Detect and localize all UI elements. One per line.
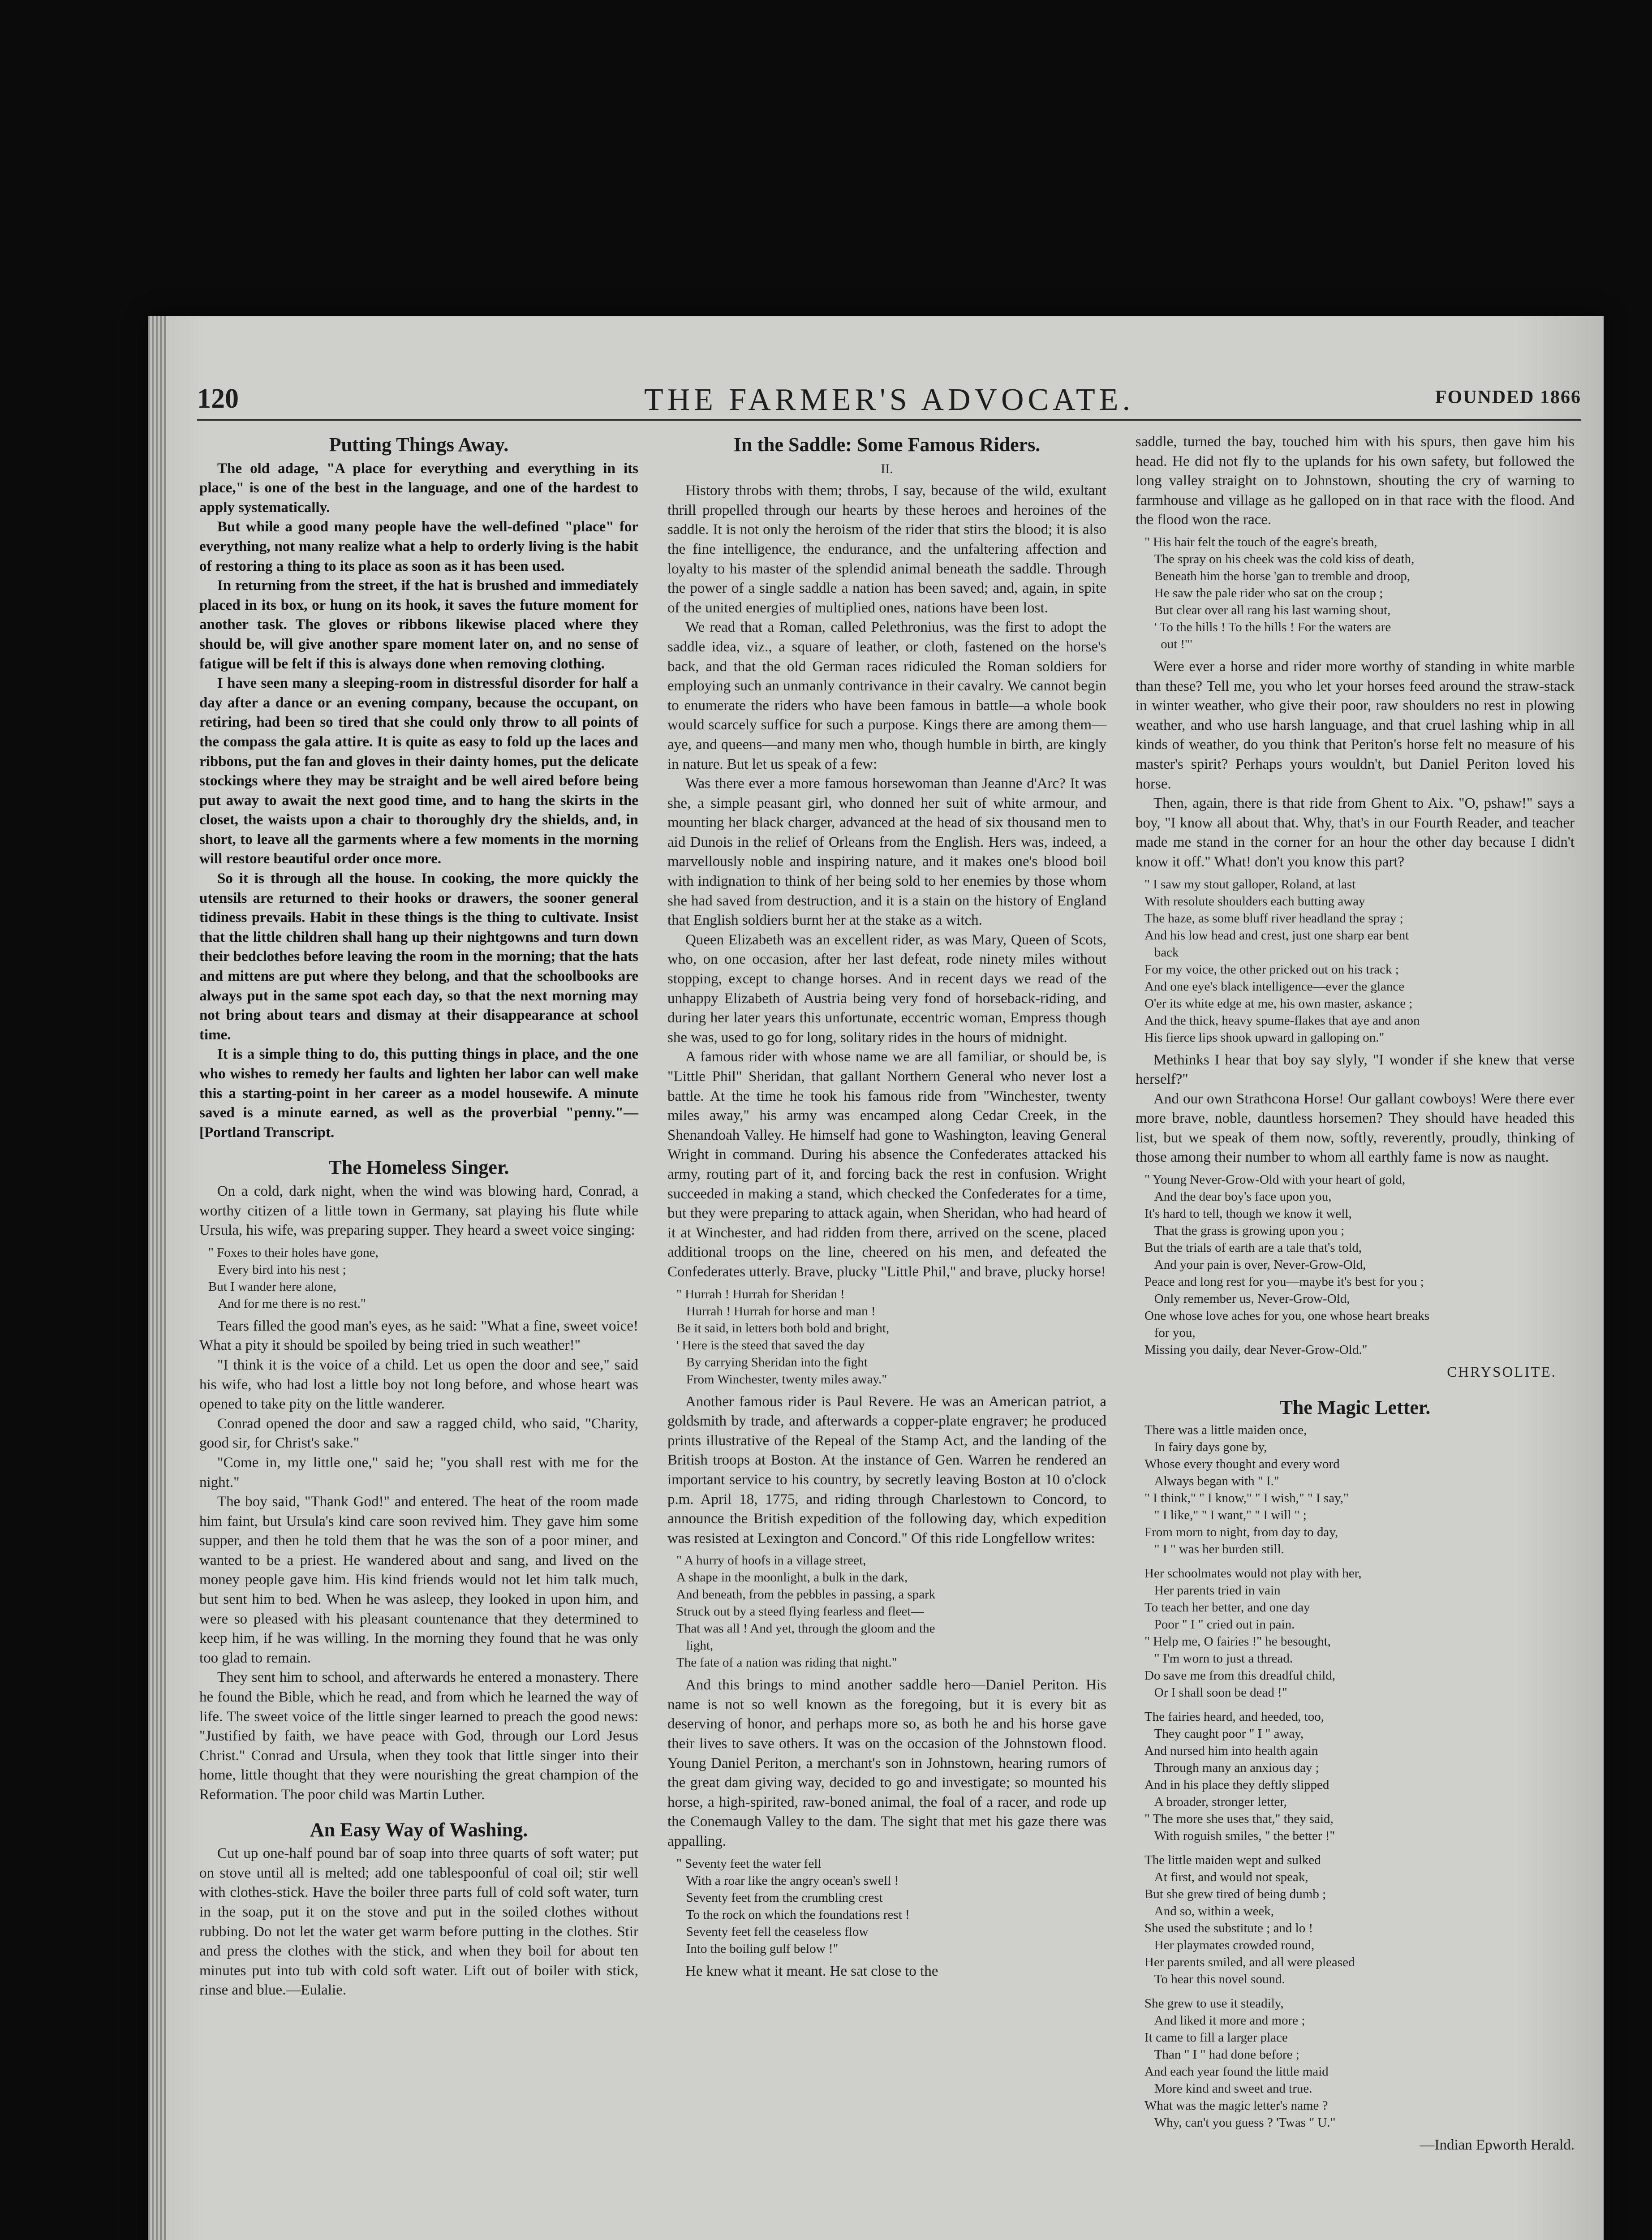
verse-line: ' Here is the steed that saved the day — [676, 1338, 865, 1353]
article-paragraph: "Come in, my little one," said he; "you shall rest with me for the night." — [199, 1454, 638, 1490]
page-number: 120 — [197, 383, 239, 414]
verse-line: With resolute shoulders each butting away — [1144, 894, 1365, 909]
verse-line: To teach her better, and one day — [1144, 1600, 1310, 1615]
stanza-break — [1144, 1988, 1575, 1995]
article-source: —Indian Epworth Herald. — [1420, 2137, 1575, 2154]
stanza-break — [1144, 1558, 1575, 1565]
article-paragraph: Then, again, there is that ride from Ghent to Aix. "O, pshaw!" says a boy, "I know all about that. Why, that's in our Fourth Reader, and teacher made me stand in the corner for an hour the other day because I didn't know it off." What! don't you know this part? — [1136, 795, 1575, 870]
masthead-title: THE FARMER'S ADVOCATE. — [644, 383, 1135, 417]
article-paragraph: The old adage, "A place for everything and everything in its place," is one of the best in the language, and one of the hardest to apply systematically. — [199, 460, 638, 516]
verse-line: " Help me, O fairies !" he besought, — [1144, 1634, 1331, 1649]
verse-line: And for me there is no rest." — [208, 1296, 366, 1311]
verse-line: Her parents tried in vain — [1144, 1583, 1281, 1598]
verse-line: A broader, stronger letter, — [1144, 1795, 1287, 1809]
stanza-break — [1144, 1701, 1575, 1708]
verse-line: " I " was her burden still. — [1144, 1542, 1285, 1557]
verse-line: They caught poor " I " away, — [1144, 1727, 1304, 1741]
founded-note: FOUNDED 1866 — [1435, 387, 1581, 408]
article-paragraph: In returning from the street, if the hat is brushed and immediately placed in its box, or hung on its hook, it saves the future moment for another task. The gloves or ribbons likewise placed where they should be, will give another spare moment later on, and no sense of fatigue will be felt if this is always done when removing clothing. — [199, 577, 638, 672]
article-title-magic-letter: The Magic Letter. — [1279, 1396, 1431, 1418]
column-middle — [667, 432, 1106, 1981]
page-header — [197, 383, 1581, 421]
poem-stanza — [676, 1552, 1106, 1671]
verse-line: And the dear boy's face upon you, — [1144, 1189, 1332, 1204]
verse-line: From Winchester, twenty miles away." — [676, 1372, 887, 1387]
verse-line: And one eye's black intelligence—ever the glance — [1144, 979, 1405, 994]
verse-line: Hurrah ! Hurrah for horse and man ! — [676, 1304, 876, 1318]
verse-line: Struck out by a steed flying fearless and fleet— — [676, 1604, 924, 1619]
verse-line: The fate of a nation was riding that night." — [676, 1655, 897, 1670]
poem-magic-letter — [1144, 1422, 1575, 2131]
verse-line: " Foxes to their holes have gone, — [208, 1245, 379, 1260]
verse-line: Or I shall soon be dead !" — [1144, 1685, 1287, 1700]
author-signature: CHRYSOLITE. — [1447, 1364, 1557, 1381]
article-paragraph: On a cold, dark night, when the wind was blowing hard, Conrad, a worthy citizen of a little town in Germany, sat playing his flute while Ursula, his wife, was preparing supper. They heard a sweet voice singing: — [199, 1183, 638, 1239]
article-paragraph: And this brings to mind another saddle hero—Daniel Periton. His name is not so well known as the foregoing, but it is every bit as deserving of honor, and perhaps more so, as both he and his horse gave their lives to save others. It was on the occasion of the Johnstown flood. Young Daniel Periton, a merchant's son in Johnstown, hearing rumors of the great dam giving way, decided to go and investigate; so mounted his horse, a high-spirited, raw-boned animal, the foal of a racer, and rode up the Conemaugh Valley to the dam. The sight that met his gaze there was appalling. — [667, 1677, 1106, 1850]
verse-line: And your pain is over, Never-Grow-Old, — [1144, 1258, 1366, 1272]
article-paragraph: A famous rider with whose name we are all familiar, or should be, is "Little Phil" Sheridan, that gallant Northern General who never lost a battle. At the time he took his famous ride from "Winchester, twenty miles away," his army was encamped along Cedar Creek, in the Shenandoah Valley. He himself had gone to Washington, leaving General Wright in command. During his absence the Confederates attacked his army, routing part of it, and forcing back the rest in confusion. Wright succeeded in making a stand, which checked the Confederates for a time, but they were preparing to attack again, when Sheridan, who had heard of it at Winchester, and had ridden from there, arrived on the scene, placed additional troops on the line, cheered on his men, and defeated the Confederates utterly. Brave, plucky "Little Phil," and brave, plucky horse! — [667, 1049, 1106, 1280]
verse-line: With roguish smiles, " the better !" — [1144, 1829, 1335, 1844]
article-paragraph: They sent him to school, and afterwards he entered a monastery. There he found the Bible, which he read, and from which he learned the way of life. The sweet voice of the little singer learned to preach the good news: "Justified by faith, we have peace with God, through our Lord Jesus Christ." Conrad and Ursula, when they took that little singer into their home, little thought that they were nourishing the great champion of the Reformation. The poor child was Martin Luther. — [199, 1669, 638, 1803]
verse-line: Always began with " I." — [1144, 1474, 1279, 1489]
article-paragraph: Cut up one-half pound bar of soap into three quarts of soft water; put on stove until all is melted; add one tablespoonful of coal oil; stir well with clothes-stick. Have the boiler three parts full of cold soft water, turn in the soap, put it on the stove and put in the soiled clothes without rubbing. Do not let the water get warm before putting in the clothes. Stir and press the clothes with the stick, and when they boil for about ten minutes put into tub with cold soft water. Lift out of boiler with stick, rinse and blue.—Eulalie. — [199, 1845, 638, 1999]
article-paragraph: Was there ever a more famous horsewoman than Jeanne d'Arc? It was she, a simple peasant girl, who donned her suit of white armour, and mounting her black charger, advanced at the head of six thousand men to aid Dunois in the relief of Orleans from the English. Hers was, indeed, a marvellously noble and inspiring nature, and it makes one's blood boil with indignation to think of her being sold to her enemies by those whom she had saved from destruction, and it is a stain on the history of England that English soldiers burnt her at the stake as a witch. — [667, 775, 1106, 929]
article-part-numeral: II. — [881, 461, 893, 476]
verse-line: The little maiden wept and sulked — [1144, 1853, 1321, 1868]
verse-line: " A hurry of hoofs in a village street, — [676, 1553, 866, 1568]
verse-line: " I saw my stout galloper, Roland, at last — [1144, 877, 1356, 892]
verse-line: " Hurrah ! Hurrah for Sheridan ! — [676, 1287, 845, 1301]
article-paragraph: The boy said, "Thank God!" and entered. The heat of the room made him faint, but Ursula's kind care soon revived him. They gave him some supper, and then he told them that he was the son of a poor miner, and wanted to be a priest. He wandered about and sang, and lived on the money people gave him. His kind friends would not let him talk much, but sent him to bed. When he was asleep, they looked in upon him, and were so pleased with his pleasant countenance that they determined to keep him, if he was willing. In the morning they found that he was only too glad to remain. — [199, 1494, 638, 1666]
poem-stanza — [676, 1855, 1106, 1957]
verse-line: Every bird into his nest ; — [208, 1262, 346, 1277]
verse-line: Missing you daily, dear Never-Grow-Old." — [1144, 1343, 1368, 1357]
article-paragraph-continued: saddle, turned the bay, touched him with his spurs, then gave him his head. He did not fly to the uplands for his own safety, but followed the long valley straight on to Johnstown, shouting the cry of warning to farmhouse and village as he galloped on in that race with the flood. And the flood won the race. — [1136, 434, 1575, 528]
verse-line: For my voice, the other pricked out on his track ; — [1144, 962, 1399, 977]
verse-line: But the trials of earth are a tale that's told, — [1144, 1241, 1362, 1255]
verse-line: Why, can't you guess ? 'Twas " U." — [1144, 2115, 1336, 2130]
article-paragraph: "I think it is the voice of a child. Let us open the door and see," said his wife, who had lost a little boy not long before, and whose heart was opened to take pity on the little wanderer. — [199, 1357, 638, 1413]
verse-line: At first, and would not speak, — [1144, 1870, 1308, 1885]
verse-line: And his low head and crest, just one sharp ear bent — [1144, 928, 1409, 943]
verse-line: Only remember us, Never-Grow-Old, — [1144, 1292, 1350, 1306]
verse-line: out !'" — [1144, 637, 1193, 651]
article-paragraph: Queen Elizabeth was an excellent rider, as was Mary, Queen of Scots, who, on one occasion, after her last defeat, rode ninety miles without stopping, except to change horses. And in recent days we read of the unhappy Elizabeth of Austria being very fond of horseback-riding, and during her later years this unfortunate, eccentric woman, Empress though she was, used to go for long, solitary rides in the hours of midnight. — [667, 931, 1106, 1046]
verse-line: Do save me from this dreadful child, — [1144, 1668, 1336, 1683]
poem-stanza — [1144, 534, 1575, 653]
verse-line: Be it said, in letters both bold and bright, — [676, 1321, 890, 1335]
verse-line: His fierce lips shook upward in galloping on." — [1144, 1030, 1385, 1045]
verse-line: By carrying Sheridan into the fight — [676, 1355, 868, 1370]
article-paragraph: Tears filled the good man's eyes, as he said: "What a fine, sweet voice! What a pity it should be spoiled by being tried in such weather!" — [199, 1318, 638, 1354]
article-paragraph: History throbs with them; throbs, I say, because of the wild, exultant thrill propelled through our hearts by these heroes and heroines of the saddle. It is not only the heroism of the rider that stirs the blood; it is also the fine intelligence, the endurance, and the unfaltering affection and loyalty to his master of the splendid animal beneath the saddle. Through the power of a single saddle a nation has been saved; and, again, in spite of the united energies of multiplied ones, nations have been lost. — [667, 482, 1106, 616]
article-paragraph: We read that a Roman, called Pelethronius, was the first to adopt the saddle idea, viz., a square of leather, or cloth, fastened on the horse's back, and that the old German races ridiculed the Roman soldiers for employing such an unmanly contrivance in their cavalry. We cannot begin to enumerate the riders who have been famous in battle—a whole book would scarcely suffice for such a purpose. Kings there are among them—aye, and queens—and many men who, though humble in birth, are kingly in nature. But let us speak of a few: — [667, 619, 1106, 772]
article-paragraph: So it is through all the house. In cooking, the more quickly the utensils are returned to their hooks or drawers, the sooner general tidiness prevails. Habit in these things is the thing to cultivate. Insist that the little children shall hang up their nightgowns and turn down their bedclothes before leaving the room in the morning; that the hats and mittens are put where they belong, and that the schoolbooks are always put in the same spot each day, so that the next morning may not bring about tears and dismay at their disappearance at school time. — [199, 870, 638, 1043]
verse-line: And each year found the little maid — [1144, 2064, 1329, 2079]
verse-line: " Young Never-Grow-Old with your heart of gold, — [1144, 1172, 1406, 1187]
verse-line: With a roar like the angry ocean's swell ! — [676, 1873, 899, 1888]
column-right — [1136, 432, 1575, 2155]
verse-line: Her schoolmates would not play with her, — [1144, 1566, 1362, 1581]
article-paragraph: Conrad opened the door and saw a ragged child, who said, "Charity, good sir, for Christ's sake." — [199, 1415, 638, 1452]
verse-line: light, — [676, 1638, 714, 1653]
article-paragraph: Were ever a horse and rider more worthy of standing in white marble than these? Tell me, you who let your horses feed around the straw-stack in winter weather, who give their poor, raw shoulders no rest in plowing weather, and who use harsh language, and that cruel lashing whip in all kinds of weather, do you think that Periton's horse felt no measure of his master's spirit? Perhaps yours wouldn't, but Daniel Periton loved his horse. — [1136, 658, 1575, 792]
verse-line: " I like," " I want," " I will " ; — [1144, 1508, 1307, 1523]
verse-line: Her parents smiled, and all were pleased — [1144, 1955, 1355, 1970]
verse-line: The spray on his cheek was the cold kiss of death, — [1144, 551, 1415, 566]
verse-line: She grew to use it steadily, — [1144, 1996, 1284, 2011]
verse-line: It's hard to tell, though we know it well, — [1144, 1206, 1352, 1221]
verse-line: Through many an anxious day ; — [1144, 1761, 1319, 1775]
verse-line: And liked it more and more ; — [1144, 2013, 1305, 2028]
verse-line: To hear this novel sound. — [1144, 1972, 1285, 1987]
article-paragraph: I have seen many a sleeping-room in distressful disorder for half a day after a dance or an evening company, because the occupant, on retiring, had been so tired that she could only throw to all points of the compass the gala attire. It is quite as easy to fold up the laces and ribbons, put the fan and gloves in their dainty homes, put the delicate stockings where they may be straight and be well aired before being put away to await the next good time, and to hang the skirts in the closet, the waists upon a chair to thoroughly dry the shields, and, in short, to leave all the garments where a few moments in the morning will restore beautiful order once more. — [199, 675, 638, 867]
verse-line: Peace and long rest for you—maybe it's best for you ; — [1144, 1275, 1424, 1289]
poem-stanza — [676, 1286, 1106, 1388]
article-paragraph: And our own Strathcona Horse! Our gallant cowboys! Were there ever more brave, noble, dauntless horsemen? They should have headed this list, but we speak of them now, softly, reverently, proudly, thinking of those among their number to whom all earthly fame is now as naught. — [1136, 1090, 1575, 1166]
poem-stanza — [208, 1244, 638, 1312]
verse-line: She used the substitute ; and lo ! — [1144, 1921, 1313, 1936]
verse-line: " I think," " I know," " I wish," " I say," — [1144, 1491, 1349, 1506]
verse-line: And the thick, heavy spume-flakes that aye and anon — [1144, 1013, 1420, 1028]
verse-line: It came to fill a larger place — [1144, 2030, 1288, 2045]
article-title-homeless-singer: The Homeless Singer. — [328, 1156, 509, 1179]
verse-line: back — [1144, 945, 1179, 960]
verse-line: One whose love aches for you, one whose heart breaks — [1144, 1309, 1430, 1323]
article-paragraph: It is a simple thing to do, this putting things in place, and the one who wishes to remedy her faults and lighten her labor can well make this a starting-point in her career as a model housewife. A minute saved is a minute earned, as well as the proverbial "penny."—[Portland Transcript. — [199, 1046, 638, 1141]
verse-line: Her playmates crowded round, — [1144, 1938, 1315, 1953]
verse-line: Beneath him the horse 'gan to tremble and droop, — [1144, 569, 1411, 583]
verse-line: What was the magic letter's name ? — [1144, 2098, 1328, 2113]
poem-stanza — [1144, 876, 1575, 1046]
article-paragraph: Methinks I hear that boy say slyly, "I wonder if she knew that verse herself?" — [1136, 1051, 1575, 1088]
verse-line: ' To the hills ! To the hills ! For the waters are — [1144, 620, 1391, 634]
newspaper-page — [148, 316, 1604, 2240]
verse-line: " The more she uses that," they said, — [1144, 1812, 1334, 1826]
verse-line: That was all ! And yet, through the gloom and the — [676, 1621, 935, 1636]
verse-line: In fairy days gone by, — [1144, 1440, 1267, 1455]
verse-line: And in his place they deftly slipped — [1144, 1778, 1329, 1792]
verse-line: But I wander here alone, — [208, 1279, 336, 1294]
verse-line: for you, — [1144, 1326, 1196, 1340]
stanza-break — [1144, 1844, 1575, 1852]
verse-line: But clear over all rang his last warning shout, — [1144, 603, 1391, 617]
verse-line: There was a little maiden once, — [1144, 1423, 1307, 1438]
verse-line: And so, within a week, — [1144, 1904, 1274, 1919]
verse-line: The haze, as some bluff river headland the spray ; — [1144, 911, 1403, 926]
article-title-easy-washing: An Easy Way of Washing. — [310, 1818, 528, 1841]
article-title-in-the-saddle: In the Saddle: Some Famous Riders. — [733, 434, 1041, 456]
article-title-putting-things-away: Putting Things Away. — [329, 434, 509, 456]
verse-line: The fairies heard, and heeded, too, — [1144, 1710, 1324, 1724]
poem-stanza — [1144, 1171, 1575, 1358]
article-paragraph: Another famous rider is Paul Revere. He was an American patriot, a goldsmith by trade, and afterwards a copper-plate engraver; he produced prints illustrative of the Repeal of the Stamp Act, and the landing of the British troops at Boston. At the instance of Gen. Warren he rendered an important service to his country, by secretly leaving Boston at 10 o'clock p.m. April 18, 1775, and riding through Charlestown to Concord, to announce the British expedition of the following day, which expedition was resisted at Lexington and Concord." Of this ride Longfellow writes: — [667, 1393, 1106, 1546]
verse-line: And beneath, from the pebbles in passing, a spark — [676, 1587, 936, 1602]
verse-line: More kind and sweet and true. — [1144, 2081, 1312, 2096]
verse-line: He saw the pale rider who sat on the croup ; — [1144, 586, 1383, 600]
article-paragraph: He knew what it meant. He sat close to the — [685, 1963, 938, 1979]
verse-line: " I'm worn to just a thread. — [1144, 1651, 1293, 1666]
verse-line: O'er its white edge at me, his own master, askance ; — [1144, 996, 1413, 1011]
verse-line: From morn to night, from day to day, — [1144, 1525, 1338, 1540]
verse-line: Seventy feet fell the ceaseless flow — [676, 1924, 869, 1939]
page-binding-edge — [148, 316, 166, 2240]
verse-line: Seventy feet from the crumbling crest — [676, 1890, 883, 1905]
verse-line: To the rock on which the foundations rest ! — [676, 1907, 910, 1922]
column-left — [199, 432, 638, 2000]
verse-line: But she grew tired of being dumb ; — [1144, 1887, 1326, 1902]
verse-line: Poor " I " cried out in pain. — [1144, 1617, 1295, 1632]
article-paragraph: But while a good many people have the well-defined "place" for everything, not many realize what a help to orderly living is the habit of restoring a thing to its place as soon as it has been used. — [199, 519, 638, 574]
verse-line: A shape in the moonlight, a bulk in the dark, — [676, 1570, 908, 1585]
verse-line: That the grass is growing upon you ; — [1144, 1223, 1345, 1238]
verse-line: " Seventy feet the water fell — [676, 1856, 822, 1871]
verse-line: Whose every thought and every word — [1144, 1457, 1340, 1472]
verse-line: " His hair felt the touch of the eagre's breath, — [1144, 534, 1377, 549]
verse-line: Into the boiling gulf below !" — [676, 1941, 839, 1956]
verse-line: And nursed him into health again — [1144, 1744, 1318, 1758]
verse-line: Than " I " had done before ; — [1144, 2047, 1299, 2062]
